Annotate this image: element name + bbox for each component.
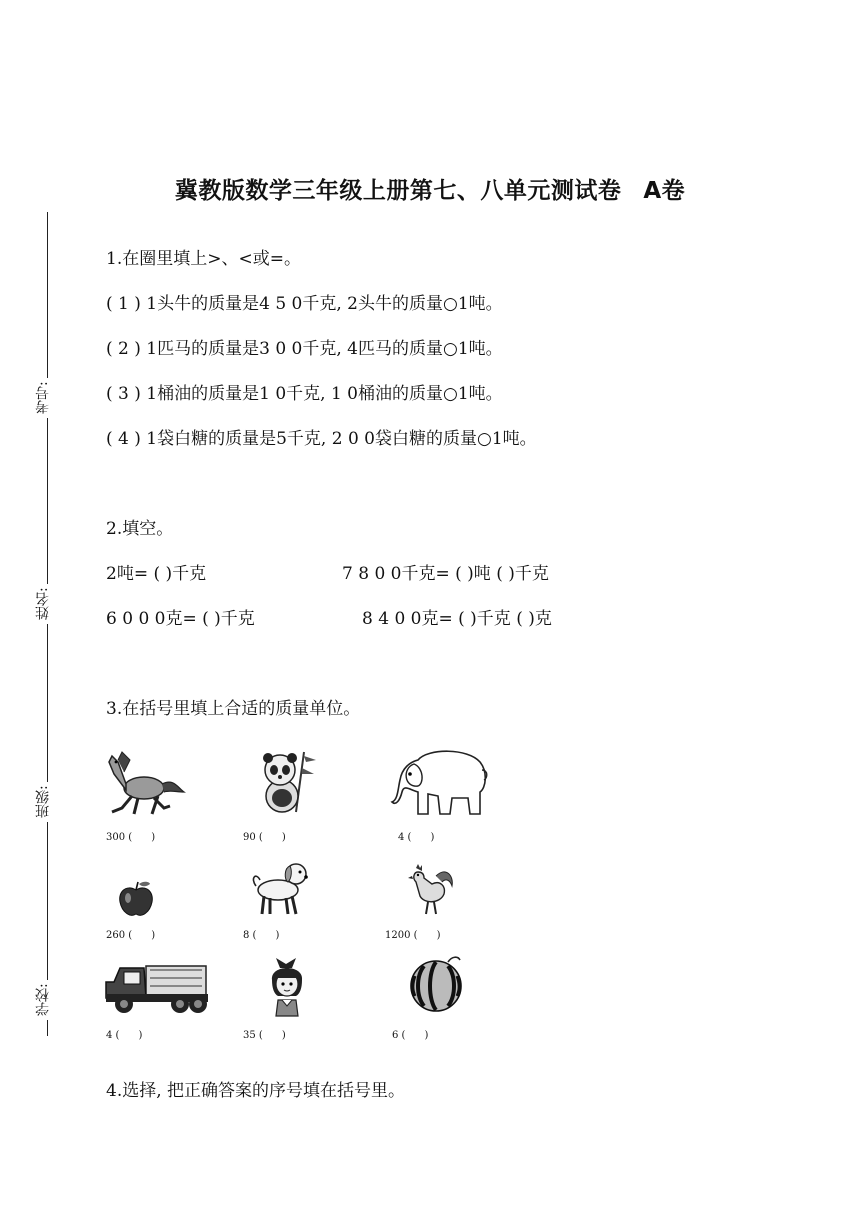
title-main: 冀教版数学三年级上册第七、八单元测试卷 (174, 178, 622, 204)
horse-caption: 300 ( ) (106, 832, 156, 843)
horse-icon (104, 748, 186, 822)
panda-icon (256, 746, 322, 820)
truck-icon (104, 958, 210, 1022)
q1-item-4: ( 4 ) 1袋白糖的质量是5千克, 2 0 0袋白糖的质量○1吨。 (106, 429, 537, 449)
rooster-icon (406, 862, 456, 922)
girl-icon (266, 954, 308, 1022)
kaohao-label: 考号: (28, 378, 58, 418)
q2-row2-left: 6 0 0 0克= ( )千克 (106, 609, 255, 629)
q1-item-2: ( 2 ) 1匹马的质量是3 0 0千克, 4匹马的质量○1吨。 (106, 339, 503, 359)
dog-caption: 8 ( ) (243, 930, 280, 941)
binding-line (47, 212, 48, 1036)
q1-item-1: ( 1 ) 1头牛的质量是4 5 0千克, 2头牛的质量○1吨。 (106, 294, 503, 314)
q1-heading: 1.在圈里填上>、<或=。 (106, 249, 301, 269)
q2-row1-left: 2吨= ( )千克 (106, 564, 207, 584)
q2-heading: 2.填空。 (106, 519, 174, 539)
dog-icon (250, 858, 312, 922)
watermelon-icon (408, 954, 466, 1018)
apple-icon (116, 880, 156, 922)
apple-caption: 260 ( ) (106, 930, 156, 941)
xuexiao-label: 学校: (28, 980, 58, 1020)
xingming-label: 姓名: (28, 584, 58, 624)
elephant-caption: 4 ( ) (398, 832, 435, 843)
q2-row1-right: 7 8 0 0千克= ( )吨 ( )千克 (342, 564, 549, 584)
page-title (0, 172, 860, 205)
elephant-icon (388, 744, 490, 824)
watermelon-caption: 6 ( ) (392, 1030, 429, 1041)
q1-item-3: ( 3 ) 1桶油的质量是1 0千克, 1 0桶油的质量○1吨。 (106, 384, 503, 404)
q4-heading: 4.选择, 把正确答案的序号填在括号里。 (106, 1081, 406, 1101)
title-suffix: A卷 (643, 178, 686, 204)
q3-heading: 3.在括号里填上合适的质量单位。 (106, 699, 361, 719)
rooster-caption: 1200 ( ) (385, 930, 441, 941)
girl-caption: 35 ( ) (243, 1030, 286, 1041)
q2-row2-right: 8 4 0 0克= ( )千克 ( )克 (362, 609, 552, 629)
panda-caption: 90 ( ) (243, 832, 286, 843)
truck-caption: 4 ( ) (106, 1030, 143, 1041)
banji-label: 班级: (28, 782, 58, 822)
